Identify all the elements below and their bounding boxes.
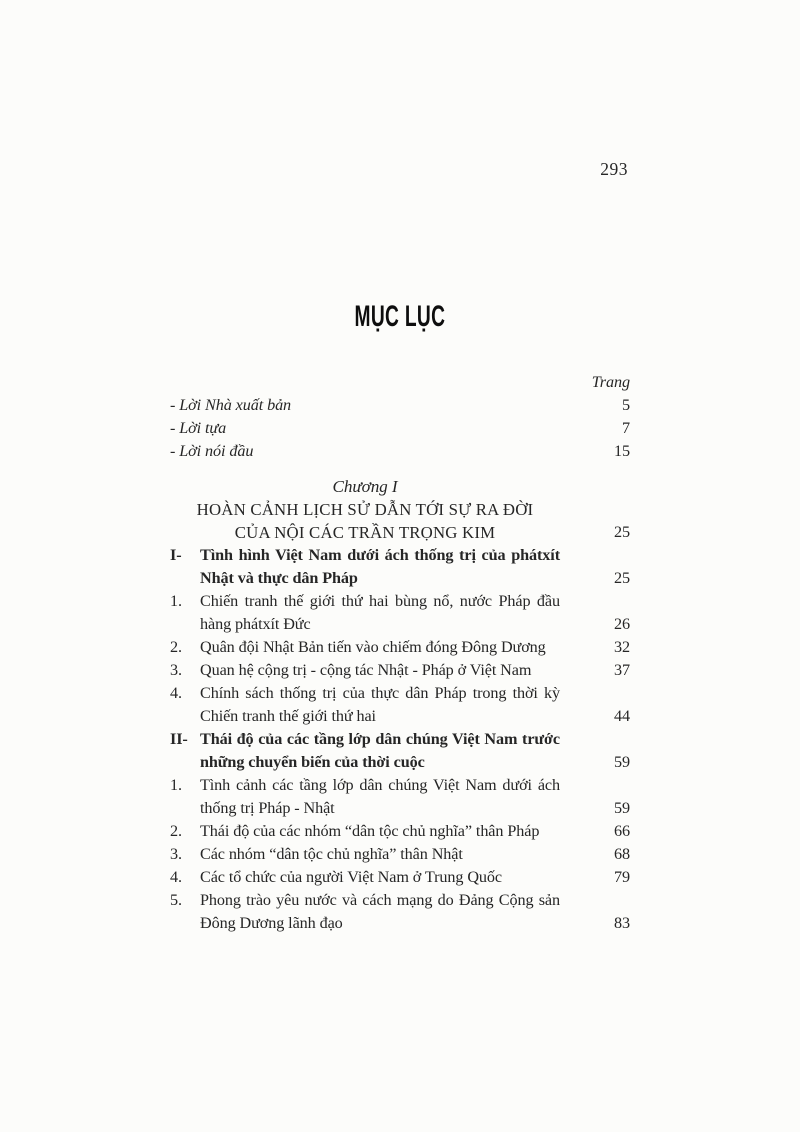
entry-marker: II- xyxy=(170,730,188,748)
toc-row-section xyxy=(170,728,630,774)
entry-label: Quan hệ cộng trị - cộng tác Nhật - Pháp ở Việt Nam xyxy=(200,661,532,679)
entry-page-number: 59 xyxy=(614,753,630,771)
toc-row-item xyxy=(170,866,630,889)
entry-label: Thái độ của các tầng lớp dân chúng Việt Nam trước những chuyển biến của thời cuộc xyxy=(200,730,560,771)
entry-marker: I- xyxy=(170,546,182,564)
entry-marker: 4. xyxy=(170,868,182,886)
toc-row-item xyxy=(170,889,630,935)
chapter-kicker: Chương I xyxy=(332,477,398,496)
entry-marker: 1. xyxy=(170,592,182,610)
entry-label: Các nhóm “dân tộc chủ nghĩa” thân Nhật xyxy=(200,845,463,863)
entry-marker: 3. xyxy=(170,661,182,679)
entry-page-number: 66 xyxy=(614,822,630,840)
toc-row-item xyxy=(170,590,630,636)
chapter-title-row xyxy=(170,498,630,521)
entry-label: Chiến tranh thế giới thứ hai bùng nổ, nước Pháp đầu hàng phátxít Đức xyxy=(200,592,560,633)
toc-row-front-matter xyxy=(170,417,630,440)
entry-marker: 2. xyxy=(170,638,182,656)
entry-page-number: 59 xyxy=(614,799,630,817)
entry-page-number: 32 xyxy=(614,638,630,656)
chapter-title-line2: CỦA NỘI CÁC TRẦN TRỌNG KIM xyxy=(234,523,496,542)
entry-page-number: 44 xyxy=(614,707,630,725)
page-title-text: MỤC LỤC xyxy=(354,300,446,333)
entry-page-number: 79 xyxy=(614,868,630,886)
entry-page-number: 68 xyxy=(614,845,630,863)
entry-label: - Lời tựa xyxy=(170,419,227,437)
entry-label: - Lời Nhà xuất bản xyxy=(170,396,292,414)
entry-label: Tình cảnh các tầng lớp dân chúng Việt Nam dưới ách thống trị Pháp - Nhật xyxy=(200,776,560,817)
chapter-title-line1: HOÀN CẢNH LỊCH SỬ DẪN TỚI SỰ RA ĐỜI xyxy=(196,500,534,519)
entry-label: Quân đội Nhật Bản tiến vào chiếm đóng Đông Dương xyxy=(200,638,546,656)
entry-page-number: 7 xyxy=(622,419,630,437)
entry-label: Các tổ chức của người Việt Nam ở Trung Quốc xyxy=(200,868,502,886)
entry-page-number: 37 xyxy=(614,661,630,679)
page-title xyxy=(0,299,800,332)
entry-page-number: 25 xyxy=(614,569,630,587)
entry-page-number: 83 xyxy=(614,914,630,932)
chapter-heading-block xyxy=(170,475,630,544)
entry-marker: 1. xyxy=(170,776,182,794)
entry-page-number: 26 xyxy=(614,615,630,633)
entry-marker: 3. xyxy=(170,845,182,863)
toc-row-item xyxy=(170,774,630,820)
toc-row-item xyxy=(170,820,630,843)
entry-page-number: 25 xyxy=(614,523,630,541)
entry-page-number: 15 xyxy=(614,442,630,460)
folio-page-number: 293 xyxy=(600,159,628,179)
toc-row-item xyxy=(170,636,630,659)
entry-label: Phong trào yêu nước và cách mạng do Đảng Cộng sản Đông Dương lãnh đạo xyxy=(200,891,560,932)
entry-label: - Lời nói đầu xyxy=(170,442,254,460)
entry-label: Chính sách thống trị của thực dân Pháp trong thời kỳ Chiến tranh thế giới thứ hai xyxy=(200,684,560,725)
entry-page-number: 5 xyxy=(622,396,630,414)
toc-row-front-matter xyxy=(170,440,630,463)
entry-label: Tình hình Việt Nam dưới ách thống trị của phátxít Nhật và thực dân Pháp xyxy=(200,546,560,587)
entry-marker: 4. xyxy=(170,684,182,702)
toc-row-section xyxy=(170,544,630,590)
chapter-title-row xyxy=(170,521,630,544)
toc-row-item xyxy=(170,659,630,682)
chapter-kicker-row xyxy=(170,475,630,498)
column-header-trang: Trang xyxy=(591,373,630,391)
toc-row-item xyxy=(170,682,630,728)
toc-row-item xyxy=(170,843,630,866)
entry-label: Thái độ của các nhóm “dân tộc chủ nghĩa” thân Pháp xyxy=(200,822,540,840)
entry-marker: 2. xyxy=(170,822,182,840)
table-of-contents xyxy=(170,371,630,935)
toc-row-front-matter xyxy=(170,394,630,417)
entry-marker: 5. xyxy=(170,891,182,909)
